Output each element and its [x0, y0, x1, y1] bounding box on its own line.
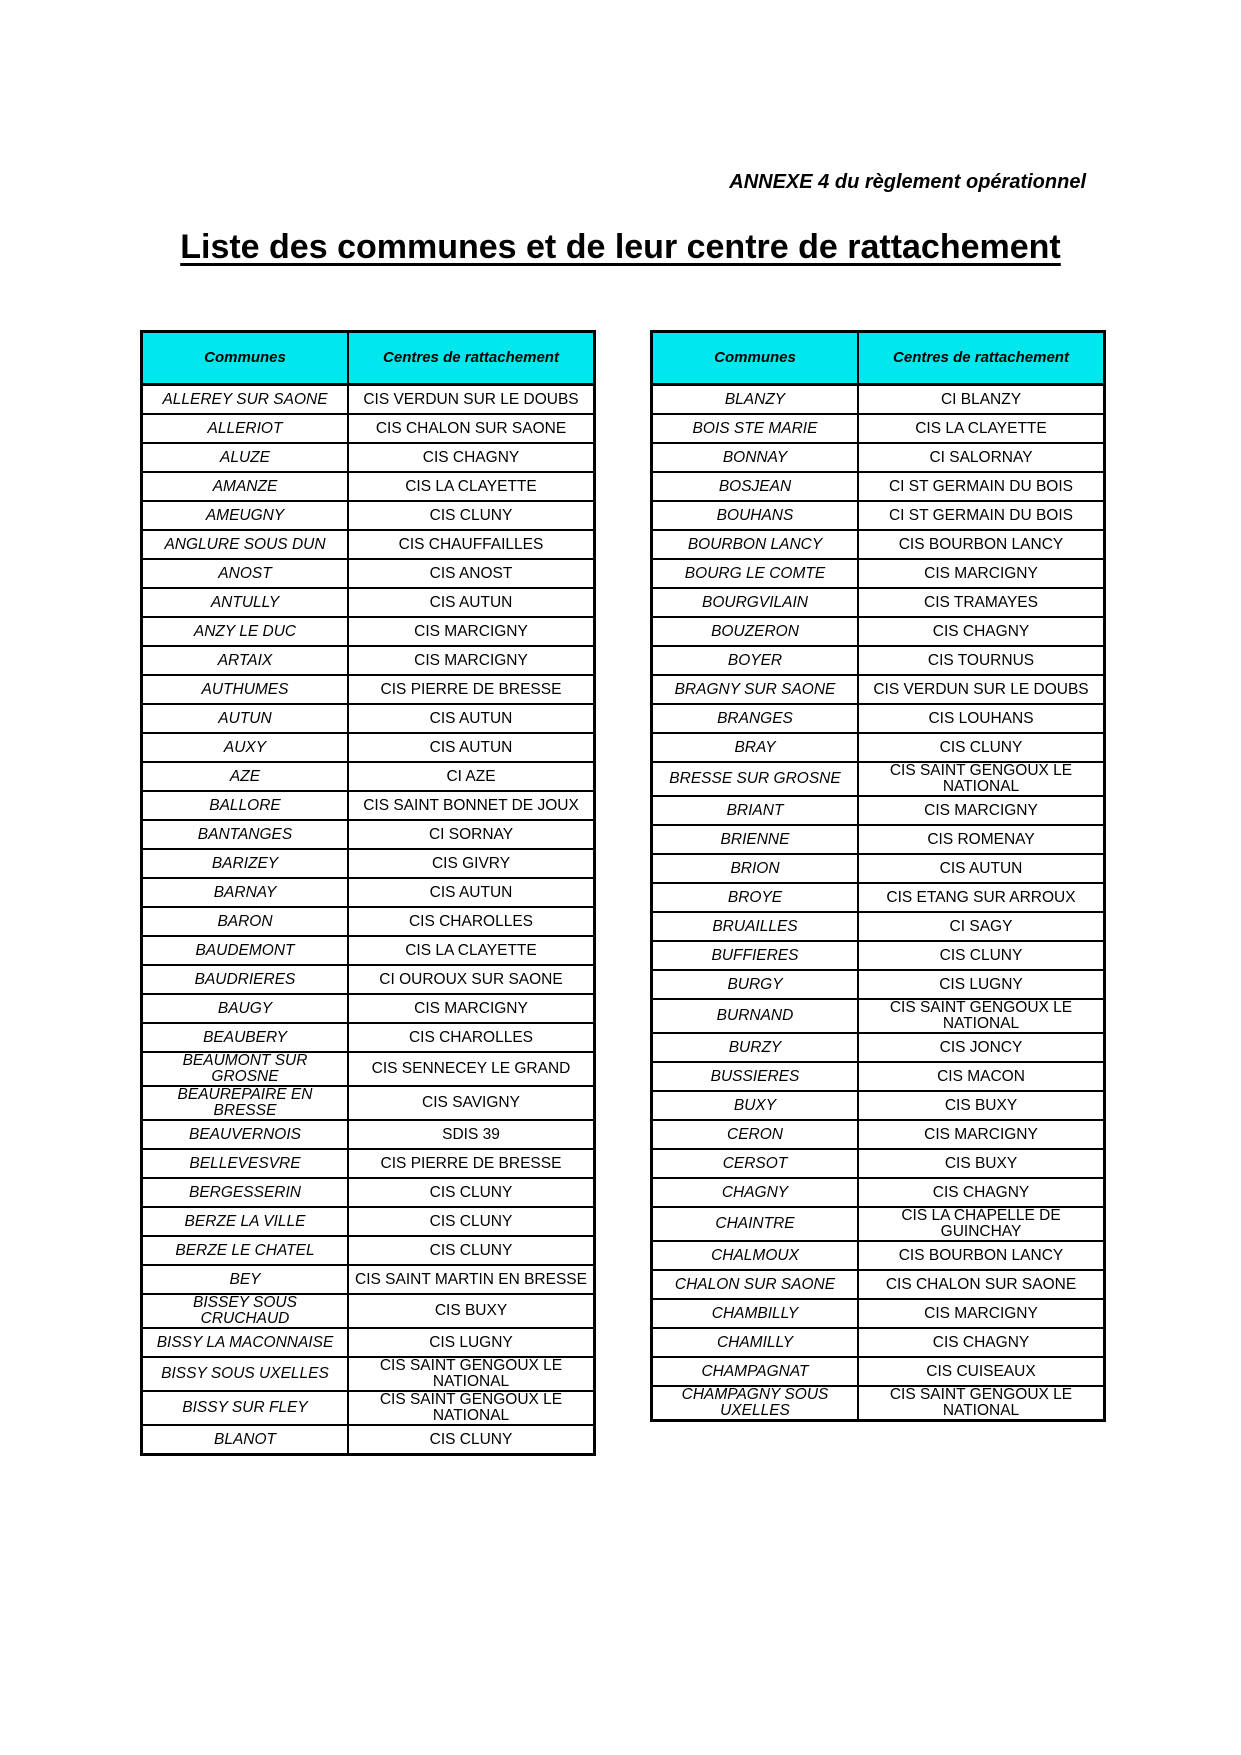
commune-cell: ALLEREY SUR SAONE: [142, 385, 349, 415]
centre-cell: CIS SAINT GENGOUX LE NATIONAL: [858, 999, 1105, 1033]
table-row: [142, 936, 595, 965]
commune-cell: BAUDEMONT: [142, 936, 349, 965]
centre-cell: CIS SAINT GENGOUX LE NATIONAL: [348, 1357, 595, 1391]
centre-cell: CIS LA CLAYETTE: [348, 472, 595, 501]
table-row: [652, 1299, 1105, 1328]
table-row: [142, 1357, 595, 1391]
centre-cell: CIS SAINT GENGOUX LE NATIONAL: [858, 1386, 1105, 1421]
centre-cell: CIS CHAGNY: [858, 1178, 1105, 1207]
column-header-centres: Centres de rattachement: [348, 332, 595, 385]
centre-cell: CIS BOURBON LANCY: [858, 1241, 1105, 1270]
table-row: [652, 1033, 1105, 1062]
table-row: [142, 1236, 595, 1265]
commune-cell: AUTUN: [142, 704, 349, 733]
centre-cell: CIS CLUNY: [348, 1236, 595, 1265]
centre-cell: CIS LUGNY: [348, 1328, 595, 1357]
commune-cell: BISSEY SOUS CRUCHAUD: [142, 1294, 349, 1328]
communes-table-right: [650, 330, 1106, 1422]
table-row: [652, 825, 1105, 854]
table-row: [142, 733, 595, 762]
table-header-row: [142, 332, 595, 385]
commune-cell: BRAY: [652, 733, 859, 762]
table-row: [652, 443, 1105, 472]
centre-cell: CIS CHAGNY: [348, 443, 595, 472]
communes-table-left: [140, 330, 596, 1456]
commune-cell: BEAUVERNOIS: [142, 1120, 349, 1149]
commune-cell: BELLEVESVRE: [142, 1149, 349, 1178]
commune-cell: BEY: [142, 1265, 349, 1294]
centre-cell: CIS CLUNY: [348, 1207, 595, 1236]
table-row: [142, 965, 595, 994]
table-row: [652, 414, 1105, 443]
table-row: [652, 1091, 1105, 1120]
table-header-row: [652, 332, 1105, 385]
commune-cell: BOYER: [652, 646, 859, 675]
commune-cell: CHAMILLY: [652, 1328, 859, 1357]
centre-cell: CIS SAINT GENGOUX LE NATIONAL: [858, 762, 1105, 796]
table-row: [652, 385, 1105, 415]
table-row: [142, 501, 595, 530]
centre-cell: CI SAGY: [858, 912, 1105, 941]
commune-cell: AUTHUMES: [142, 675, 349, 704]
commune-cell: CHAINTRE: [652, 1207, 859, 1241]
table-row: [652, 588, 1105, 617]
centre-cell: CIS ANOST: [348, 559, 595, 588]
table-row: [652, 559, 1105, 588]
commune-cell: BERZE LA VILLE: [142, 1207, 349, 1236]
centre-cell: CI SALORNAY: [858, 443, 1105, 472]
table-row: [142, 820, 595, 849]
commune-cell: ANGLURE SOUS DUN: [142, 530, 349, 559]
commune-cell: ARTAIX: [142, 646, 349, 675]
commune-cell: BRIENNE: [652, 825, 859, 854]
table-row: [142, 1265, 595, 1294]
centre-cell: CIS AUTUN: [348, 588, 595, 617]
commune-cell: ANOST: [142, 559, 349, 588]
commune-cell: BUFFIERES: [652, 941, 859, 970]
column-header-communes: Communes: [652, 332, 859, 385]
centre-cell: CIS SAINT GENGOUX LE NATIONAL: [348, 1391, 595, 1425]
table-row: [142, 1328, 595, 1357]
centre-cell: CIS MARCIGNY: [348, 994, 595, 1023]
commune-cell: AMEUGNY: [142, 501, 349, 530]
table-row: [652, 1386, 1105, 1421]
centre-cell: CIS SAINT MARTIN EN BRESSE: [348, 1265, 595, 1294]
commune-cell: BOURG LE COMTE: [652, 559, 859, 588]
commune-cell: ALLERIOT: [142, 414, 349, 443]
table-row: [652, 646, 1105, 675]
commune-cell: BRUAILLES: [652, 912, 859, 941]
commune-cell: ANTULLY: [142, 588, 349, 617]
centre-cell: CI OUROUX SUR SAONE: [348, 965, 595, 994]
commune-cell: BOURBON LANCY: [652, 530, 859, 559]
table-row: [142, 646, 595, 675]
table-row: [142, 530, 595, 559]
centre-cell: CIS BOURBON LANCY: [858, 530, 1105, 559]
commune-cell: BAUGY: [142, 994, 349, 1023]
commune-cell: BRIANT: [652, 796, 859, 825]
commune-cell: BERZE LE CHATEL: [142, 1236, 349, 1265]
commune-cell: CHAMPAGNY SOUS UXELLES: [652, 1386, 859, 1421]
centre-cell: CIS ROMENAY: [858, 825, 1105, 854]
table-row: [142, 791, 595, 820]
commune-cell: BRANGES: [652, 704, 859, 733]
commune-cell: BAUDRIERES: [142, 965, 349, 994]
centre-cell: CI BLANZY: [858, 385, 1105, 415]
centre-cell: CIS MARCIGNY: [858, 1120, 1105, 1149]
commune-cell: BLANZY: [652, 385, 859, 415]
table-row: [142, 414, 595, 443]
centre-cell: CIS PIERRE DE BRESSE: [348, 1149, 595, 1178]
centre-cell: CIS LA CLAYETTE: [348, 936, 595, 965]
commune-cell: AMANZE: [142, 472, 349, 501]
table-row: [652, 1062, 1105, 1091]
commune-cell: CHALMOUX: [652, 1241, 859, 1270]
centre-cell: CI SORNAY: [348, 820, 595, 849]
commune-cell: BRESSE SUR GROSNE: [652, 762, 859, 796]
centre-cell: CIS SAINT BONNET DE JOUX: [348, 791, 595, 820]
table-row: [652, 854, 1105, 883]
table-row: [142, 994, 595, 1023]
table-row: [652, 999, 1105, 1033]
table-row: [142, 617, 595, 646]
centre-cell: CIS MARCIGNY: [858, 559, 1105, 588]
commune-cell: CHAGNY: [652, 1178, 859, 1207]
commune-cell: BOIS STE MARIE: [652, 414, 859, 443]
centre-cell: CIS CHALON SUR SAONE: [348, 414, 595, 443]
column-header-centres: Centres de rattachement: [858, 332, 1105, 385]
table-row: [652, 1241, 1105, 1270]
commune-cell: BLANOT: [142, 1425, 349, 1455]
table-row: [142, 1294, 595, 1328]
table-row: [142, 1086, 595, 1120]
commune-cell: ALUZE: [142, 443, 349, 472]
page-title: Liste des communes et de leur centre de rattachement: [180, 228, 1061, 266]
centre-cell: CIS PIERRE DE BRESSE: [348, 675, 595, 704]
centre-cell: CIS CHALON SUR SAONE: [858, 1270, 1105, 1299]
commune-cell: BISSY SOUS UXELLES: [142, 1357, 349, 1391]
table-row: [652, 704, 1105, 733]
commune-cell: CHAMBILLY: [652, 1299, 859, 1328]
centre-cell: CIS MARCIGNY: [348, 646, 595, 675]
commune-cell: BARON: [142, 907, 349, 936]
centre-cell: CIS CHAGNY: [858, 617, 1105, 646]
centre-cell: CIS LUGNY: [858, 970, 1105, 999]
centre-cell: SDIS 39: [348, 1120, 595, 1149]
table-row: [142, 559, 595, 588]
commune-cell: BARNAY: [142, 878, 349, 907]
centre-cell: CIS CUISEAUX: [858, 1357, 1105, 1386]
table-row: [652, 733, 1105, 762]
table-row: [142, 849, 595, 878]
centre-cell: CIS CHAUFFAILLES: [348, 530, 595, 559]
commune-cell: AZE: [142, 762, 349, 791]
commune-cell: CERSOT: [652, 1149, 859, 1178]
centre-cell: CIS TOURNUS: [858, 646, 1105, 675]
centre-cell: CIS CLUNY: [348, 1425, 595, 1455]
commune-cell: BOUHANS: [652, 501, 859, 530]
centre-cell: CIS VERDUN SUR LE DOUBS: [348, 385, 595, 415]
commune-cell: AUXY: [142, 733, 349, 762]
table-row: [142, 878, 595, 907]
centre-cell: CIS LA CLAYETTE: [858, 414, 1105, 443]
centre-cell: CIS AUTUN: [348, 704, 595, 733]
centre-cell: CIS CHAROLLES: [348, 907, 595, 936]
centre-cell: CIS SENNECEY LE GRAND: [348, 1052, 595, 1086]
commune-cell: BEAUREPAIRE EN BRESSE: [142, 1086, 349, 1120]
table-row: [652, 1270, 1105, 1299]
table-row: [142, 385, 595, 415]
table-row: [652, 1207, 1105, 1241]
centre-cell: CIS CHAGNY: [858, 1328, 1105, 1357]
centre-cell: CIS MACON: [858, 1062, 1105, 1091]
table-row: [652, 501, 1105, 530]
commune-cell: BUSSIERES: [652, 1062, 859, 1091]
centre-cell: CIS TRAMAYES: [858, 588, 1105, 617]
annex-label: ANNEXE 4 du règlement opérationnel: [729, 171, 1086, 193]
centre-cell: CIS AUTUN: [858, 854, 1105, 883]
table-row: [142, 443, 595, 472]
table-row: [652, 617, 1105, 646]
table-row: [142, 1425, 595, 1455]
commune-cell: CHAMPAGNAT: [652, 1357, 859, 1386]
commune-cell: BOUZERON: [652, 617, 859, 646]
table-row: [652, 1328, 1105, 1357]
table-row: [652, 796, 1105, 825]
centre-cell: CIS AUTUN: [348, 733, 595, 762]
centre-cell: CIS BUXY: [858, 1091, 1105, 1120]
table-row: [652, 530, 1105, 559]
table-row: [652, 472, 1105, 501]
centre-cell: CIS BUXY: [348, 1294, 595, 1328]
commune-cell: BEAUMONT SUR GROSNE: [142, 1052, 349, 1086]
centre-cell: CIS MARCIGNY: [858, 1299, 1105, 1328]
table-row: [652, 675, 1105, 704]
table-row: [652, 912, 1105, 941]
centre-cell: CIS LOUHANS: [858, 704, 1105, 733]
commune-cell: BANTANGES: [142, 820, 349, 849]
commune-cell: CERON: [652, 1120, 859, 1149]
centre-cell: CIS BUXY: [858, 1149, 1105, 1178]
table-row: [652, 970, 1105, 999]
table-row: [142, 472, 595, 501]
table-row: [142, 1052, 595, 1086]
table-row: [142, 675, 595, 704]
commune-cell: BOURGVILAIN: [652, 588, 859, 617]
commune-cell: BOSJEAN: [652, 472, 859, 501]
commune-cell: ANZY LE DUC: [142, 617, 349, 646]
table-row: [142, 1023, 595, 1052]
table-row: [652, 1149, 1105, 1178]
commune-cell: BEAUBERY: [142, 1023, 349, 1052]
centre-cell: CIS CLUNY: [348, 501, 595, 530]
centre-cell: CIS MARCIGNY: [858, 796, 1105, 825]
centre-cell: CIS GIVRY: [348, 849, 595, 878]
commune-cell: BROYE: [652, 883, 859, 912]
centre-cell: CIS CHAROLLES: [348, 1023, 595, 1052]
centre-cell: CI ST GERMAIN DU BOIS: [858, 472, 1105, 501]
table-row: [142, 907, 595, 936]
commune-cell: BARIZEY: [142, 849, 349, 878]
commune-cell: BISSY SUR FLEY: [142, 1391, 349, 1425]
commune-cell: BRAGNY SUR SAONE: [652, 675, 859, 704]
commune-cell: BURZY: [652, 1033, 859, 1062]
table-row: [652, 941, 1105, 970]
table-row: [652, 1120, 1105, 1149]
centre-cell: CI ST GERMAIN DU BOIS: [858, 501, 1105, 530]
centre-cell: CI AZE: [348, 762, 595, 791]
table-row: [142, 762, 595, 791]
commune-cell: BALLORE: [142, 791, 349, 820]
column-header-communes: Communes: [142, 332, 349, 385]
commune-cell: BERGESSERIN: [142, 1178, 349, 1207]
commune-cell: BRION: [652, 854, 859, 883]
commune-cell: BUXY: [652, 1091, 859, 1120]
commune-cell: BURNAND: [652, 999, 859, 1033]
table-row: [142, 1391, 595, 1425]
centre-cell: CIS ETANG SUR ARROUX: [858, 883, 1105, 912]
commune-cell: CHALON SUR SAONE: [652, 1270, 859, 1299]
commune-cell: BURGY: [652, 970, 859, 999]
table-row: [652, 1357, 1105, 1386]
centre-cell: CIS CLUNY: [858, 941, 1105, 970]
table-row: [142, 1178, 595, 1207]
centre-cell: CIS AUTUN: [348, 878, 595, 907]
centre-cell: CIS CLUNY: [858, 733, 1105, 762]
centre-cell: CIS MARCIGNY: [348, 617, 595, 646]
centre-cell: CIS LA CHAPELLE DE GUINCHAY: [858, 1207, 1105, 1241]
table-row: [652, 1178, 1105, 1207]
table-row: [142, 1207, 595, 1236]
table-row: [142, 1149, 595, 1178]
centre-cell: CIS VERDUN SUR LE DOUBS: [858, 675, 1105, 704]
centre-cell: CIS CLUNY: [348, 1178, 595, 1207]
table-row: [142, 1120, 595, 1149]
centre-cell: CIS JONCY: [858, 1033, 1105, 1062]
table-row: [652, 883, 1105, 912]
table-row: [652, 762, 1105, 796]
commune-cell: BONNAY: [652, 443, 859, 472]
table-row: [142, 588, 595, 617]
table-row: [142, 704, 595, 733]
centre-cell: CIS SAVIGNY: [348, 1086, 595, 1120]
commune-cell: BISSY LA MACONNAISE: [142, 1328, 349, 1357]
